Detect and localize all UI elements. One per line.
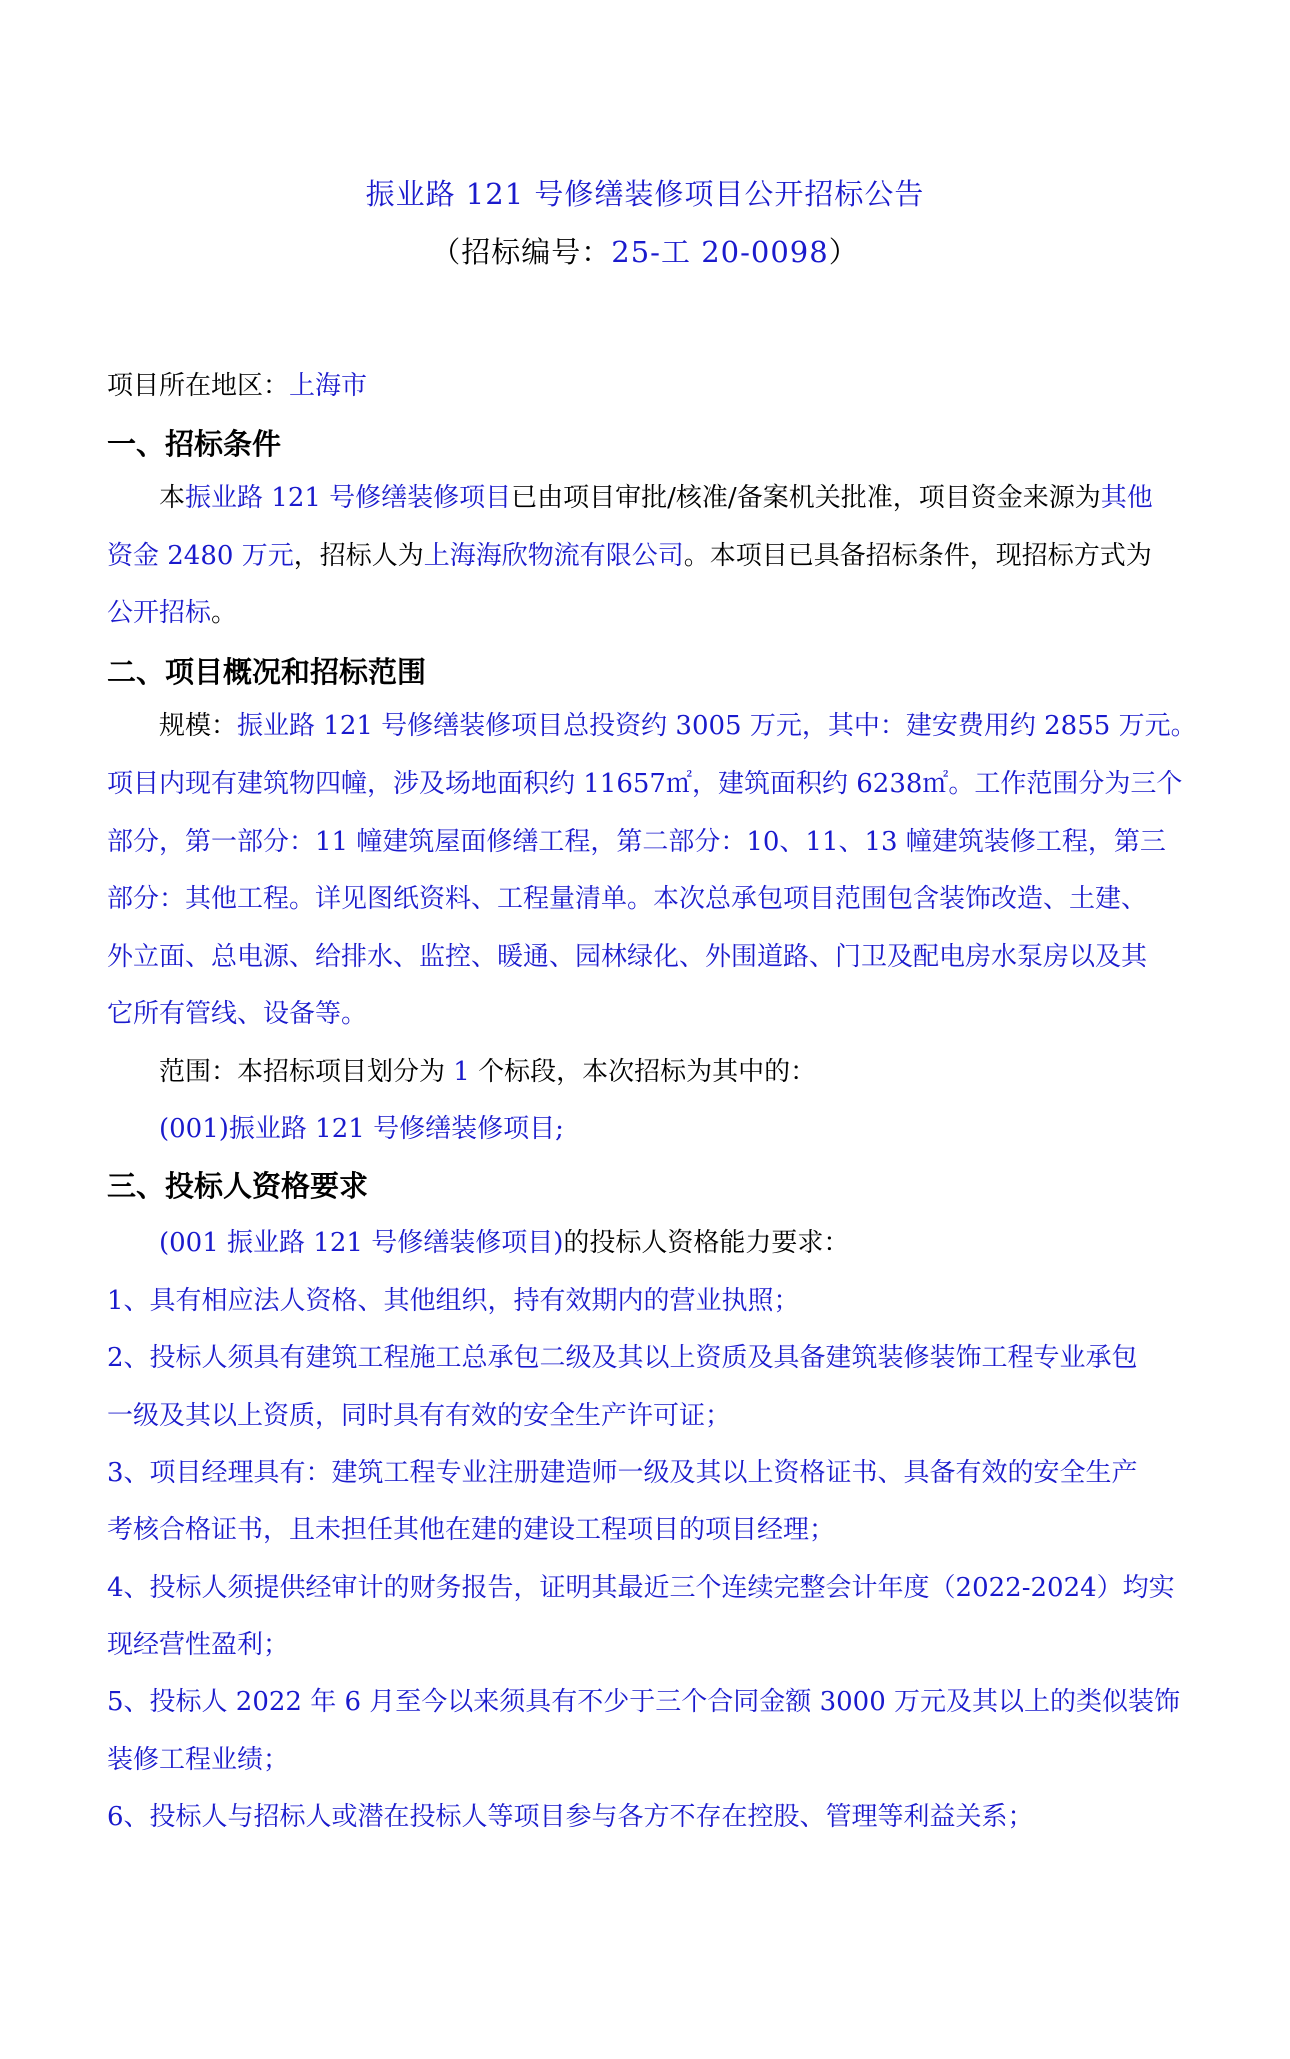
s3-requirement-6: 6、投标人与招标人或潜在投标人等项目参与各方不存在控股、管理等利益关系； [107, 1802, 1034, 1832]
s3-requirement-5-line-1: 5、投标人 2022 年 6 月至今以来须具有不少于三个合同金额 3000 万元及其以上的类似装饰 [107, 1687, 1181, 1717]
s2-lot-count: 1 [445, 1057, 479, 1087]
region-value: 上海市 [289, 371, 368, 401]
s2-scale-line-4: 部分：其他工程。详见图纸资料、工程量清单。本次总承包项目范围包含装饰改造、土建、 [107, 884, 1148, 914]
s3-requirement-2-line-1: 2、投标人须具有建筑工程施工总承包二级及其以上资质及具备建筑装修装饰工程专业承包 [107, 1343, 1138, 1373]
s3-requirement-1: 1、具有相应法人资格、其他组织，持有效期内的营业执照； [107, 1286, 800, 1316]
s3-intro-line [159, 1225, 849, 1261]
s3-requirement-3-line-1: 3、项目经理具有：建筑工程专业注册建造师一级及其以上资格证书、具备有效的安全生产 [107, 1458, 1138, 1488]
s2-range-a: 范围：本招标项目划分为 [159, 1057, 446, 1087]
s3-requirement-4-line-1: 4、投标人须提供经审计的财务报告，证明其最近三个连续完整会计年度（2022-2024）均实 [107, 1573, 1175, 1603]
s1-p2-b: ，招标人为 [293, 541, 424, 571]
s3-lot-name: (001 振业路 121 号修缮装修项目) [159, 1228, 564, 1258]
s1-tenderer: 上海海欣物流有限公司 [423, 541, 684, 571]
tender-number-line [0, 230, 1290, 271]
s2-scale-line-1 [159, 708, 1197, 744]
section-heading-3: 三、投标人资格要求 [107, 1169, 369, 1203]
s2-scale-label: 规模： [159, 711, 238, 741]
page-title: 振业路 121 号修缮装修项目公开招标公告 [365, 177, 925, 211]
region-label: 项目所在地区： [107, 371, 290, 401]
s2-range-line [159, 1054, 816, 1090]
s2-scale-line-5: 外立面、总电源、给排水、监控、暖通、园林绿化、外围道路、门卫及配电房水泵房以及其 [107, 942, 1148, 972]
s1-paragraph-line-2 [107, 538, 1152, 574]
s3-requirement-3-line-2: 考核合格证书，且未担任其他在建的建设工程项目的项目经理； [107, 1515, 836, 1545]
subtitle-close: ） [828, 235, 859, 269]
s2-scale-line-2: 项目内现有建筑物四幢，涉及场地面积约 11657㎡，建筑面积约 6238㎡。工作范围分为三个 [107, 769, 1183, 799]
s1-paragraph-line-1 [159, 480, 1153, 516]
s3-requirement-2-line-2: 一级及其以上资质，同时具有有效的安全生产许可证； [107, 1401, 732, 1431]
s1-project-name: 振业路 121 号修缮装修项目 [185, 483, 512, 513]
s2-scale-line-3: 部分，第一部分：11 幢建筑屋面修缮工程，第二部分：10、11、13 幢建筑装修工程，第三 [107, 827, 1166, 857]
subtitle-open: （招标编号： [431, 235, 612, 269]
s1-p3-end: 。 [211, 598, 238, 628]
s3-requirement-4-line-2: 现经营性盈利； [107, 1630, 290, 1660]
project-region [107, 368, 367, 404]
tender-number: 25-工 20-0098 [611, 235, 829, 269]
s3-intro-b: 的投标人资格能力要求： [563, 1228, 850, 1258]
s1-p2-d: 。本项目已具备招标条件，现招标方式为 [683, 541, 1152, 571]
s2-range-c: 个标段，本次招标为其中的： [478, 1057, 817, 1087]
s1-p1-c: 已由项目审批/核准/备案机关批准，项目资金来源为 [511, 483, 1101, 513]
s2-scale-text-1: 振业路 121 号修缮装修项目总投资约 3005 万元，其中：建安费用约 2855 万元。 [237, 711, 1197, 741]
s2-lot-item: (001)振业路 121 号修缮装修项目; [159, 1114, 564, 1144]
s1-tender-method: 公开招标 [107, 598, 212, 628]
s1-fund-amount: 资金 2480 万元 [107, 541, 294, 571]
s3-requirement-5-line-2: 装修工程业绩； [107, 1745, 290, 1775]
s1-paragraph-line-3 [107, 595, 237, 631]
s1-fund-source: 其他 [1100, 483, 1153, 513]
section-heading-1: 一、招标条件 [107, 427, 282, 461]
section-heading-2: 二、项目概况和招标范围 [107, 655, 427, 689]
s1-p1-a: 本 [159, 483, 186, 513]
s2-scale-line-6: 它所有管线、设备等。 [107, 999, 368, 1029]
